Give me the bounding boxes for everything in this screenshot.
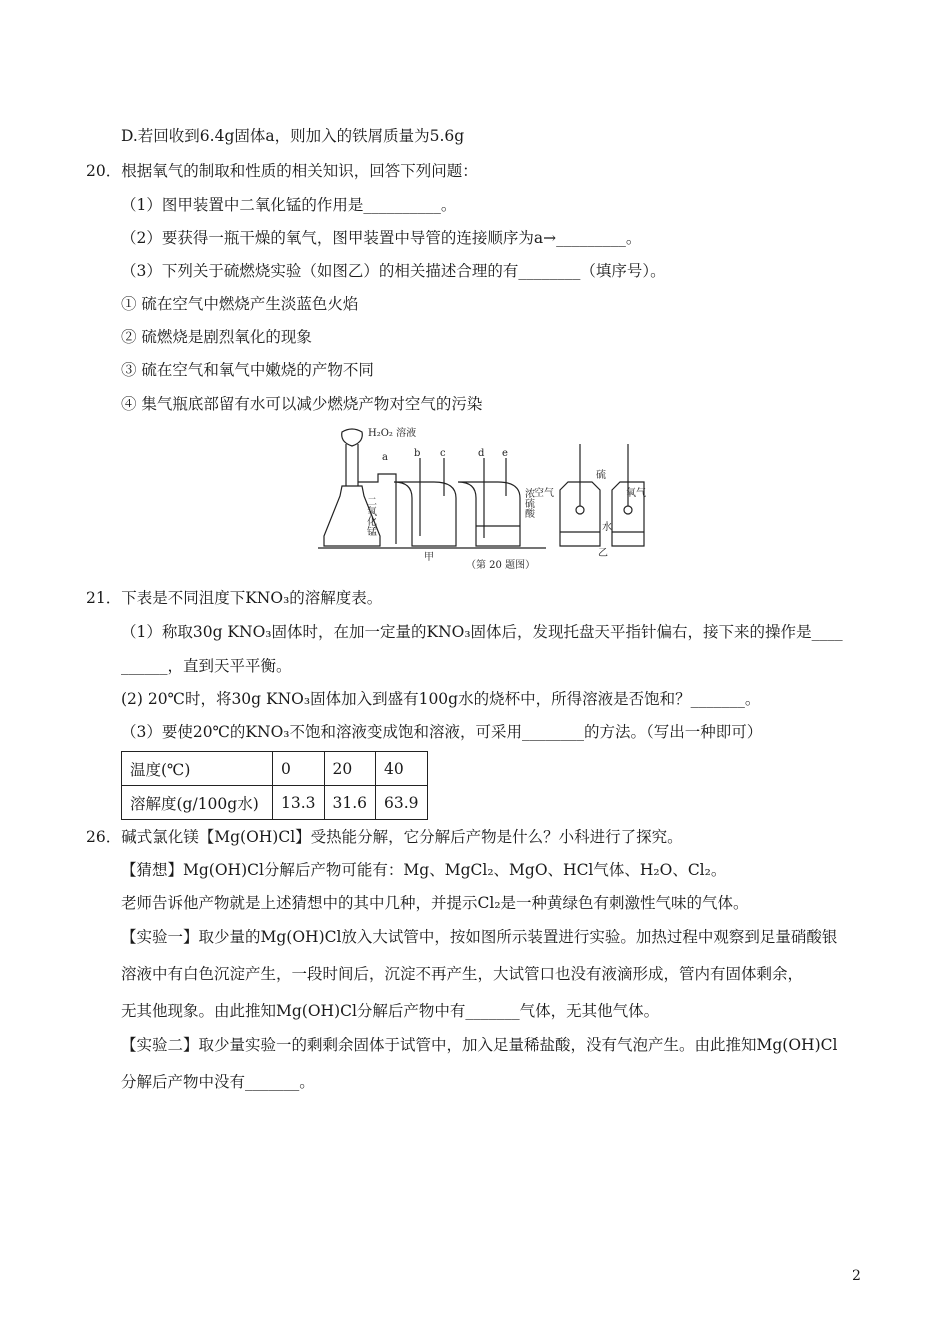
- jia-label: 甲: [424, 552, 434, 563]
- q20-choice-1: ① 硫在空气中燃烧产生淡蓝色火焰: [121, 295, 359, 313]
- question-21-stem: 21．下表是不同沮度下KNO₃的溶解度表。: [86, 589, 383, 607]
- q20-part3: （3）下列关于硫燃烧实验（如图乙）的相关描述合理的有________（填序号）。: [121, 262, 666, 280]
- q21-part2: (2) 20℃时，将30g KNO₃固体加入到盛有100g水的烧杯中，所得溶液是否饱和？_______。: [121, 690, 761, 708]
- question-20-stem: 20．根据氧气的制取和性质的相关知识，回答下列问题：: [86, 162, 478, 180]
- q20-choice-2: ② 硫燃烧是剧烈氧化的现象: [121, 328, 312, 346]
- sulfur-label: 硫: [596, 470, 606, 481]
- q26-exp1-b: 溶液中有白色沉淀产生，一段时间后，沉淀不再产生，大试管口也没有液滴形成，管内有固体剩余，: [121, 965, 804, 983]
- option-d: D.若回收到6.4g固体a，则加入的铁屑质量为5.6g: [121, 127, 465, 145]
- mno2-label: 二氧化锰: [364, 496, 376, 536]
- q21-part1-a: （1）称取30g KNO₃固体时，在加一定量的KNO₃固体后，发现托盘天平指针偏右，接下来的操作是____: [121, 623, 843, 641]
- q26-exp2-b: 分解后产物中没有_______。: [121, 1073, 315, 1091]
- q21-part1-b: ______，直到天平平衡。: [121, 657, 292, 675]
- h2o2-label: H₂O₂ 溶液: [368, 428, 417, 439]
- apparatus-figure: [316, 426, 646, 572]
- q26-exp1-c: 无其他现象。由此推知Mg(OH)Cl分解后产物中有_______气体，无其他气体。: [121, 1002, 660, 1020]
- q20-part1: （1）图甲装置中二氧化锰的作用是__________。: [121, 196, 457, 214]
- table-cell: 31.6: [324, 786, 376, 820]
- q26-exp1-a: 【实验一】取少量的Mg(OH)Cl放入大试管中，按如图所示装置进行实验。加热过程中观察到足量硝酸银: [121, 928, 838, 946]
- figure-caption: （第 20 题图）: [466, 560, 536, 571]
- tube-d-label: d: [478, 448, 485, 459]
- tube-a-label: a: [382, 452, 388, 463]
- acid-label: 浓硫酸: [522, 488, 534, 518]
- table-cell: 40: [376, 752, 428, 786]
- tube-e-label: e: [502, 448, 508, 459]
- water-label: 水: [602, 522, 612, 533]
- table-row: [122, 786, 428, 820]
- q20-choice-4: ④ 集气瓶底部留有水可以减少燃烧产物对空气的污染: [121, 395, 483, 413]
- tube-c-label: c: [440, 448, 446, 459]
- table-cell: 0: [273, 752, 325, 786]
- q20-part2: （2）要获得一瓶干燥的氧气，图甲装置中导管的连接顺序为a→_________。: [121, 229, 642, 247]
- table-cell: 温度(℃): [122, 752, 273, 786]
- air-label: 空气: [534, 488, 554, 499]
- table-cell: 63.9: [376, 786, 428, 820]
- table-cell: 13.3: [273, 786, 325, 820]
- question-26-stem: 26．碱式氯化镁【Mg(OH)Cl】受热能分解，它分解后产物是什么？小科进行了探究。: [86, 828, 683, 846]
- q21-part3: （3）要使20℃的KNO₃不饱和溶液变成饱和溶液，可采用________的方法。（写出一种即可）: [121, 723, 763, 741]
- q26-hypothesis: 【猜想】Mg(OH)Cl分解后产物可能有：Mg、MgCl₂、MgO、HCl气体、H₂O、Cl₂。: [121, 861, 727, 879]
- oxygen-label: 氧气: [626, 488, 646, 499]
- table-cell: 20: [324, 752, 376, 786]
- page-number: 2: [852, 1268, 861, 1284]
- yi-label: 乙: [598, 548, 608, 559]
- q26-exp2-a: 【实验二】取少量实验一的剩剩余固体于试管中，加入足量稀盐酸，没有气泡产生。由此推知Mg(OH)Cl: [121, 1036, 838, 1054]
- q26-hint: 老师告诉他产物就是上述猜想中的其中几种，并提示Cl₂是一种黄绿色有刺激性气味的气体。: [121, 894, 749, 912]
- q20-choice-3: ③ 硫在空气和氧气中嫩烧的产物不同: [121, 361, 374, 379]
- table-cell: 溶解度(g/100g水): [122, 786, 273, 820]
- solubility-table: [121, 751, 428, 820]
- table-row: [122, 752, 428, 786]
- tube-b-label: b: [414, 448, 421, 459]
